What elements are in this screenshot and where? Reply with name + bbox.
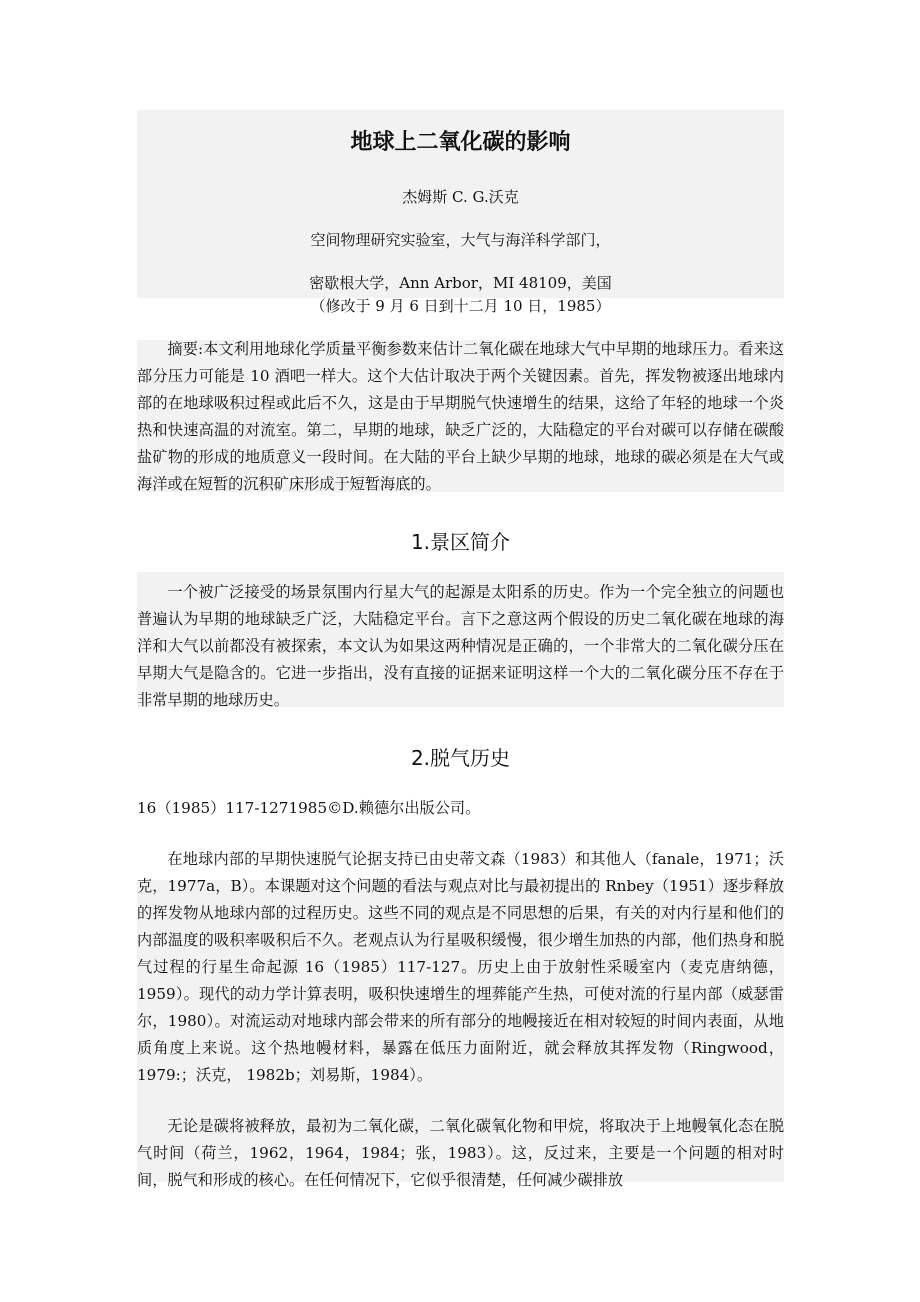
- intro-paragraph: 一个被广泛接受的场景氛围内行星大气的起源是太阳系的历史。作为一个完全独立的问题也普遍认为早期的地球缺乏广泛，大陆稳定平台。言下之意这两个假设的历史二氧化碳在地球的海洋和大气以前都没有被探索，本文认为如果这两种情况是正确的，一个非常大的二氧化碳分压在早期大气是隐含的。它进一步指出，没有直接的证据来证明这样一个大的二氧化碳分压不存在于非常早期的地球历史。: [137, 583, 784, 709]
- revision-date: （修改于 9 月 6 日到十二月 10 日，1985）: [310, 297, 611, 315]
- paper-title: 地球上二氧化碳的影响: [350, 129, 571, 155]
- affiliation-line-2: 密歇根大学，Ann Arbor，MI 48109，美国: [309, 274, 612, 292]
- affiliation-line-1: 空间物理研究实验室，大气与海洋科学部门，: [310, 231, 611, 249]
- spacer: [137, 822, 784, 846]
- abstract: 摘要:本文利用地球化学质量平衡参数来估计二氧化碳在地球大气中早期的地球压力。看来这部分压力可能是 10 酒吧一样大。这个大估计取决于两个关键因素。首先，挥发物被逐出地球内部的在地球吸积过程或此后不久，这是由于早期脱气快速增生的结果，这给了年轻的地球一个炎热和快速高温的对流室。第二，早期的地球，缺乏广泛的，大陆稳定的平台对碳可以存储在碳酸盐矿物的形成的地质意义一段时间。在大陆的平台上缺少早期的地球，地球的碳必须是在大气或海洋或在短暂的沉积矿床形成于短暂海底的。: [137, 340, 784, 493]
- section-heading-outgassing: 2.脱气历史: [410, 746, 511, 770]
- outgassing-paragraph-1: 在地球内部的早期快速脱气论据支持已由史蒂文森（1983）和其他人（fanale，1971；沃克，1977a，B）。本课题对这个问题的看法与观点对比与最初提出的 Rnbey（1951）逐步释放的挥发物从地球内部的过程历史。这些不同的观点是不同思想的后果，有关的对内行星和他们的内部温度的吸积率吸积后不久。老观点认为行星吸积缓慢，很少增生加热的内部，他们热身和脱气过程的行星生命起源 16（1985）117-127。历史上由于放射性采暖室内（麦克唐纳德，1959）。现代的动力学计算表明，吸积快速增生的埋葬能产生热，可使对流的行星内部（威瑟雷尔，1980）。对流运动对地球内部会带来的所有部分的地幔接近在相对较短的时间内表面，从地质角度上来说。这个热地幔材料，暴露在低压力面附近，就会释放其挥发物（Ringwood，1979:；沃克， 1982b；刘易斯，1984）。: [137, 850, 784, 1084]
- citation-line: 16（1985）117-1271985©D.赖德尔出版公司。: [137, 799, 481, 817]
- spacer: [137, 1089, 784, 1113]
- paper-author: 杰姆斯 C. G.沃克: [402, 188, 519, 206]
- outgassing-paragraph-2: 无论是碳将被释放，最初为二氧化碳，二氧化碳氧化物和甲烷，将取决于上地幔氧化态在脱气时间（荷兰，1962，1964，1984；张，1983）。这，反过来，主要是一个问题的相对时间，脱气和形成的核心。在任何情况下，它似乎很清楚，任何减少碳排放: [137, 1117, 784, 1189]
- section-heading-introduction: 1.景区简介: [410, 530, 511, 554]
- document-content: [137, 110, 784, 1194]
